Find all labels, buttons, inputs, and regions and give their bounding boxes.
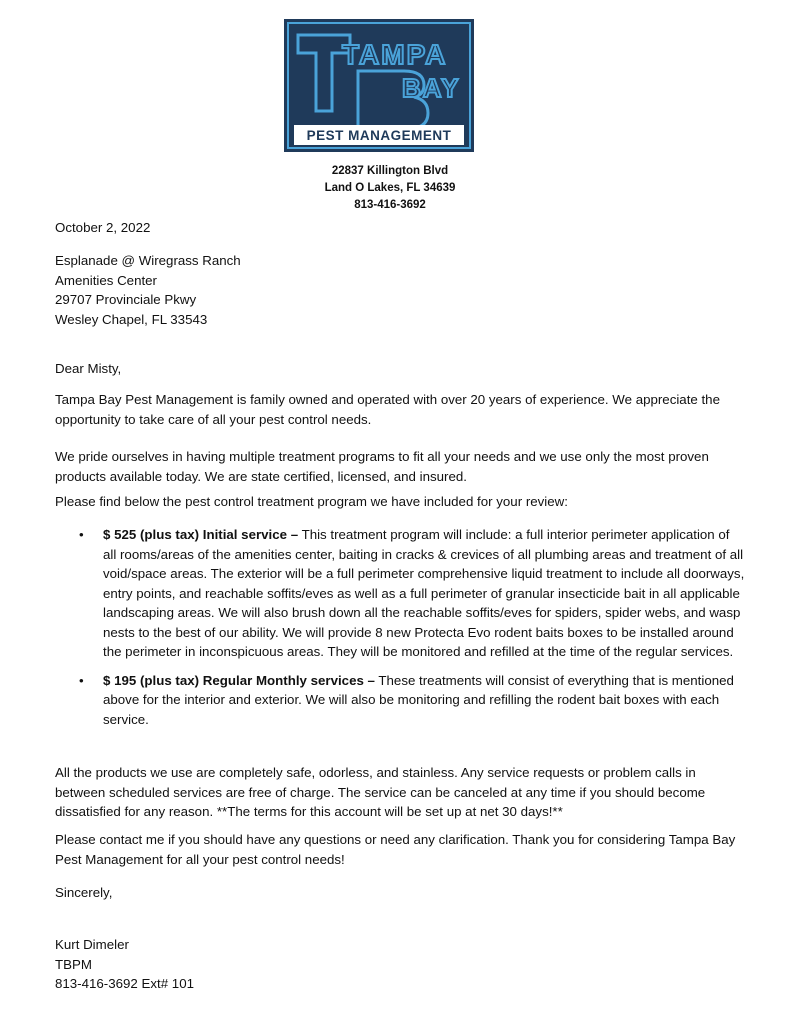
- letter-date: October 2, 2022: [55, 220, 151, 235]
- service-heading: $ 525 (plus tax) Initial service –: [103, 527, 299, 542]
- signer-name: Kurt Dimeler: [55, 937, 129, 952]
- closing: Sincerely,: [55, 885, 113, 900]
- recipient-line: Esplanade @ Wiregrass Ranch: [55, 253, 241, 268]
- logo-line2: BAY: [402, 73, 461, 103]
- company-logo: [284, 19, 474, 152]
- bullet-icon: •: [79, 672, 84, 688]
- recipient-line: 29707 Provinciale Pkwy: [55, 292, 197, 307]
- recipient-line: Amenities Center: [55, 272, 157, 288]
- service-item-monthly: [55, 671, 745, 730]
- paragraph-intro: Tampa Bay Pest Management is family owned and operated with over 20 years of experience. We appreciate the opportunity to take care of all your pest control needs.: [55, 392, 720, 427]
- signer-company: TBPM: [55, 956, 92, 972]
- service-heading: $ 195 (plus tax) Regular Monthly services –: [103, 672, 375, 688]
- logo-graphic: [284, 19, 474, 152]
- company-street: 22837 Killington Blvd: [331, 165, 449, 177]
- logo-tagline: PEST MANAGEMENT: [306, 128, 452, 143]
- logo-line1: TAMPA: [342, 39, 448, 70]
- signer-phone: 813-416-3692 Ext# 101: [55, 976, 194, 991]
- greeting: Dear Misty,: [55, 361, 122, 376]
- paragraph-products: We pride ourselves in having multiple treatment programs to fit all your needs and we use only the most proven products available today. We are state certified, licensed, and insured.: [55, 449, 709, 484]
- paragraph-contact: Please contact me if you should have any questions or need any clarification. Thank you for considering Tampa Bay Pest Management for all your pest control needs!: [55, 832, 736, 867]
- paragraph-terms: All the products we use are completely safe, odorless, and stainless. Any service requests or problem calls in between scheduled services are free of charge. The service can be canceled at any time if you should become dissatisfied for any reason. **The terms for this account will be set up at net 30 days!**: [55, 765, 706, 819]
- company-city: Land O Lakes, FL 34639: [324, 182, 456, 194]
- signature-block: [55, 935, 745, 994]
- paragraph-program-intro: Please find below the pest control treatment program we have included for your review:: [55, 494, 568, 509]
- company-address: [300, 163, 480, 214]
- service-list: [55, 525, 745, 729]
- recipient-address: [55, 251, 745, 329]
- company-phone: 813-416-3692: [354, 199, 426, 211]
- service-description: These treatments will consist of everything that is mentioned above for the interior and exterior. We will also be monitoring and refilling the rodent bait boxes with each service.: [103, 672, 734, 727]
- recipient-line: Wesley Chapel, FL 33543: [55, 311, 208, 327]
- service-description: This treatment program will include: a full interior perimeter application of all rooms/areas of the amenities center, baiting in cracks & crevices of all plumbing areas and treatment of all void/space areas. The exterior will be a full perimeter comprehensive liquid treatment to include all doorways, entry points, and reachable soffits/eves as well as a full perimeter of granular insecticide bait in all applicable landscaping areas. We will also brush down all the reachable soffits/eves for spiders, spider webs, and wasp nests to the best of our ability. We will provide 8 new Protecta Evo rodent baits boxes to be installed around the perimeter in inconspicuous areas. They will be monitored and refilled at the time of the regular services.: [103, 527, 745, 659]
- bullet-icon: •: [79, 527, 84, 542]
- service-item-initial: [55, 525, 745, 662]
